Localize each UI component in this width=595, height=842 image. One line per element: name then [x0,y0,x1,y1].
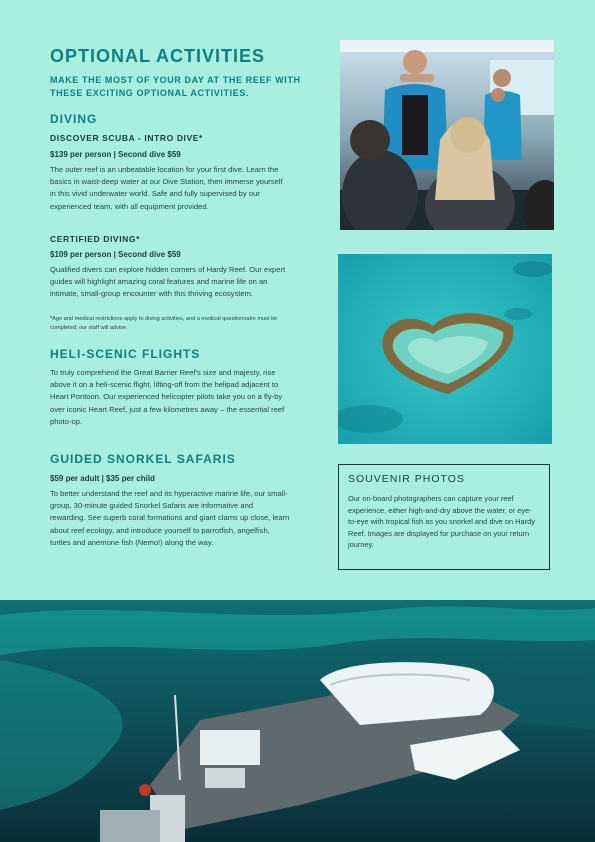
snorkel-price: $59 per adult | $35 per child [50,474,155,483]
heart-reef-image [338,254,552,444]
scuba-description: The outer reef is an unbeatable location for your first dive. Learn the basics in waist-deep water at our Dive Station, then immerse yourself in this vivid underwater world. Safe and fully supervised by our experienced team, with all equipment provided. [50,165,283,211]
pontoon-aerial-photo [0,600,595,842]
snorkel-description: To better understand the reef and its hyperactive marine life, our small-group, 30-minute guided Snorkel Safaris are informative and rewarding. See superb coral formations and giant clams up close, learn about reef ecology, and introduce yourself to parrotfish, angelfish, turtles and anemone fish (Nemo!) along the way. [50,489,290,547]
dive-briefing-photo [340,40,554,230]
scuba-title: DISCOVER SCUBA - INTRO DIVE* [50,133,203,143]
section-heading-heli: HELI-SCENIC FLIGHTS [50,347,201,361]
heart-reef-photo [338,254,552,444]
certified-price: $109 per person | Second dive $59 [50,250,181,259]
page-title: OPTIONAL ACTIVITIES [50,46,266,66]
souvenir-photos-box [338,464,550,570]
souvenir-description: Our on-board photographers can capture your reef experience, either high-and-dry above the water, or eye-to-eye with tropical fish as you snorkel and dive on Hardy Reef. Images are displayed for purchase on your return journey. [348,494,535,549]
diving-footnote: *Age and medical restrictions apply to diving activities, and a medical questionnaire must be completed; our staff will advise. [50,316,278,331]
certified-title: CERTIFIED DIVING* [50,234,141,244]
certified-description: Qualified divers can explore hidden corners of Hardy Reef. Our expert guides will highlight amazing coral features and marine life on an intimate, small-group encounter with this thriving ecosystem. [50,265,286,299]
heli-description: To truly comprehend the Great Barrier Reef's size and majesty, rise above it on a heli-scenic flight, lifting-off from the helipad adjacent to Heart Pontoon. Our experienced helicopter pilots take you on a fly-by over iconic Heart Reef, just a few kilometres away – the essential reef photo-op. [50,368,285,426]
souvenir-heading: SOUVENIR PHOTOS [348,473,465,485]
pontoon-image [0,600,595,842]
dive-briefing-image [340,40,554,230]
section-heading-diving: DIVING [50,112,98,126]
intro-text: MAKE THE MOST OF YOUR DAY AT THE REEF WITH THESE EXCITING OPTIONAL ACTIVITIES. [50,75,301,98]
scuba-price: $139 per person | Second dive $59 [50,150,181,159]
section-heading-snorkel: GUIDED SNORKEL SAFARIS [50,452,236,466]
